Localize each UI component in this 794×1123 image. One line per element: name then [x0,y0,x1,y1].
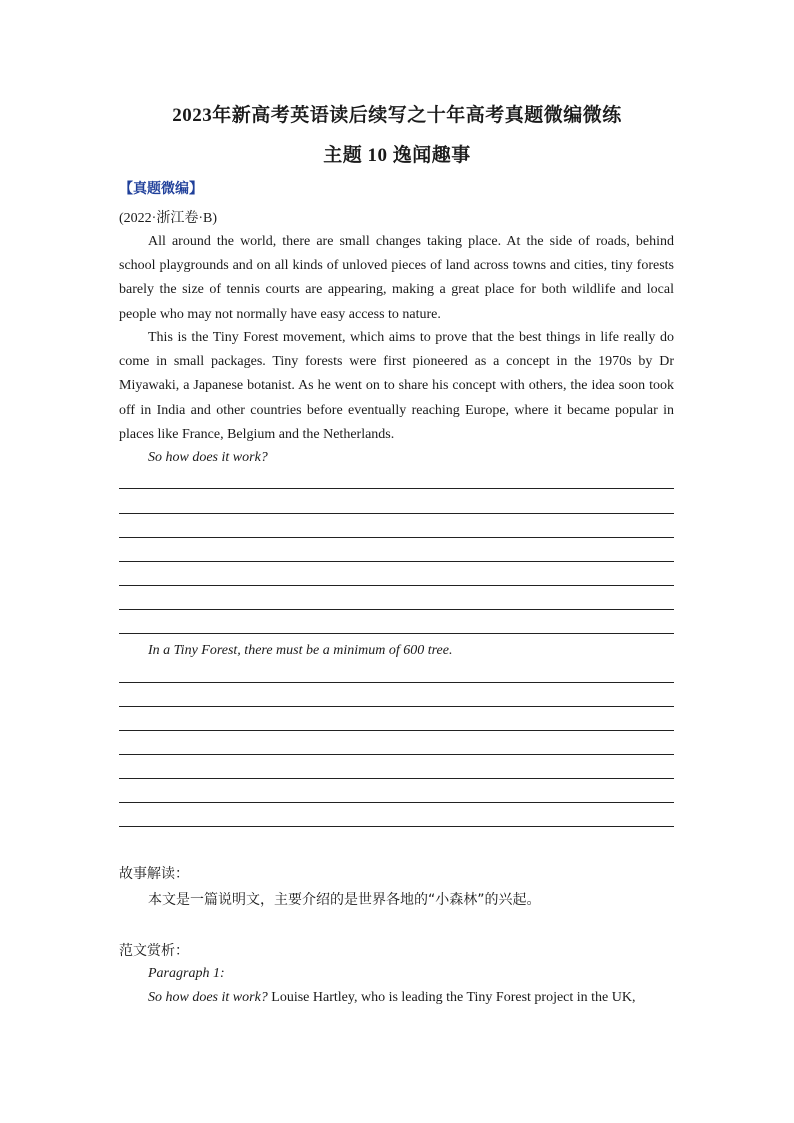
sample-analysis-label: 范文赏析： [119,943,189,959]
paragraph-label: Paragraph 1: [148,966,225,981]
story-analysis-label: 故事解读： [119,866,189,882]
writing-line [119,706,674,707]
document-subtitle: 主题 10 逸闻趣事 [323,145,471,166]
writing-line [119,513,674,514]
sample-paragraph-opening [148,990,688,1006]
passage-paragraph-2: This is the Tiny Forest movement, which aims to prove that the best things in life really do come in small packages. Tiny forests were first pioneered as a concept in the 1970s by Dr Miyawaki, a Japanese botanist. As he went on to share his concept with others, the idea soon took off in India and other countries before eventually reaching Europe, where it became popular in places like France, Belgium and the Netherlands. [119,330,674,442]
writing-line [119,488,674,489]
story-analysis-text: 本文是一篇说明文，主要介绍的是世界各地的“小森林”的兴起。 [148,892,541,908]
writing-line [119,778,674,779]
writing-line [119,561,674,562]
sample-text: Louise Hartley, who is leading the Tiny Forest project in the UK, [267,990,636,1005]
document-title: 2023年新高考英语读后续写之十年高考真题微编微练 [172,105,622,126]
writing-line [119,730,674,731]
writing-line [119,682,674,683]
writing-line [119,802,674,803]
passage-paragraph-1: All around the world, there are small changes taking place. At the side of roads, behind school playgrounds and on all kinds of unloved pieces of land across towns and cities, tiny forests barely the size of tennis courts are appearing, making a great place for both wildlife and local people who may not normally have easy access to nature. [119,234,674,322]
section-tag: 【真题微编】 [119,181,203,197]
writing-line [119,633,674,634]
continuation-prompt-2: In a Tiny Forest, there must be a minimum of 600 tree. [148,643,453,658]
continuation-prompt-1: So how does it work? [148,450,268,465]
writing-line [119,826,674,827]
sample-italic-start: So how does it work? [148,990,268,1005]
writing-line [119,754,674,755]
writing-line [119,609,674,610]
writing-line [119,585,674,586]
source-citation: (2022·浙江卷·B) [119,211,217,226]
writing-line [119,537,674,538]
